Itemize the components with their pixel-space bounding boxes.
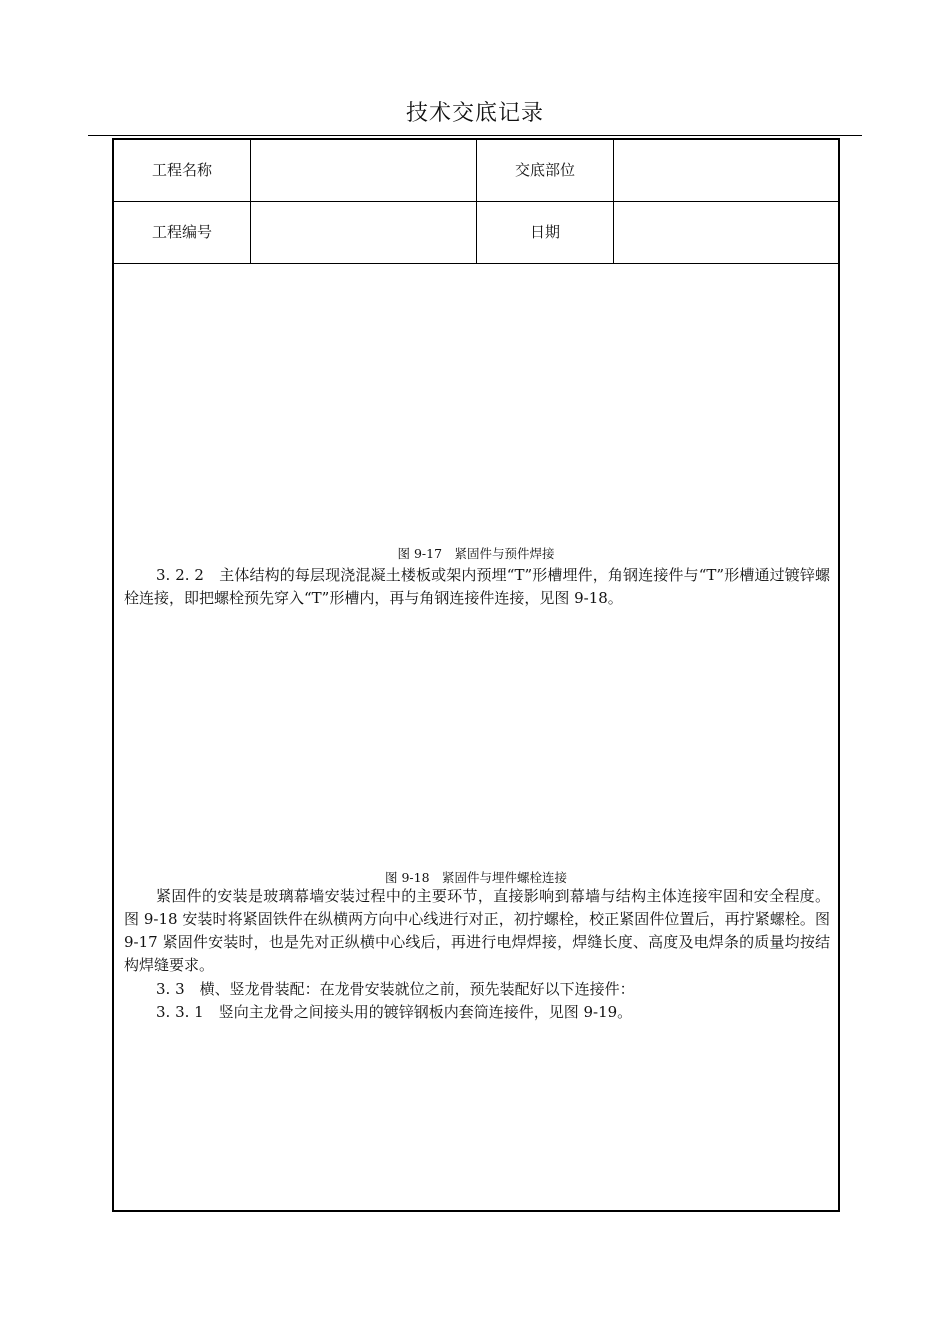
position-value <box>614 140 838 201</box>
header-row-1 <box>114 140 838 202</box>
paragraph-3-2-2: 3. 2. 2 主体结构的每层现浇混凝土楼板或架内预埋“T”形槽埋件，角钢连接件与“T”形槽通过镀锌螺栓连接，即把螺栓预先穿入“T”形槽内，再与角钢连接件连接，见图 9-18。 <box>124 566 830 607</box>
date-label: 日期 <box>477 202 614 263</box>
record-frame <box>112 138 840 1212</box>
project-name-label: 工程名称 <box>114 140 251 201</box>
header-table <box>114 140 838 264</box>
paragraph-fastener-installation: 紧固件的安装是玻璃幕墙安装过程中的主要环节，直接影响到幕墙与结构主体连接牢固和安全程度。图 9-18 安装时将紧固铁件在纵横两方向中心线进行对正，初拧螺栓，校正紧固件位置后，再拧紧螺栓。图 9-17 紧固件安装时，也是先对正纵横中心线后，再进行电焊焊接，焊缝长度、高度及电焊条的质量均按结构焊缝要求。 <box>124 887 830 974</box>
position-label: 交底部位 <box>477 140 614 201</box>
document-title: 技术交底记录 <box>405 101 544 126</box>
project-number-label: 工程编号 <box>114 202 251 263</box>
project-name-value <box>251 140 477 201</box>
figure-9-18-caption: 图 9-18 紧固件与埋件螺栓连接 <box>384 870 568 885</box>
project-number-value <box>251 202 477 263</box>
header-row-2 <box>114 202 838 264</box>
title-underline <box>88 135 862 136</box>
date-value <box>614 202 838 263</box>
figure-9-17-caption: 图 9-17 紧固件与预件焊接 <box>397 546 555 561</box>
paragraph-3-3-1: 3. 3. 1 竖向主龙骨之间接头用的镀锌钢板内套筒连接件，见图 9-19。 <box>156 1003 633 1021</box>
paragraph-3-3: 3. 3 横、竖龙骨装配：在龙骨安装就位之前，预先装配好以下连接件： <box>156 980 635 998</box>
